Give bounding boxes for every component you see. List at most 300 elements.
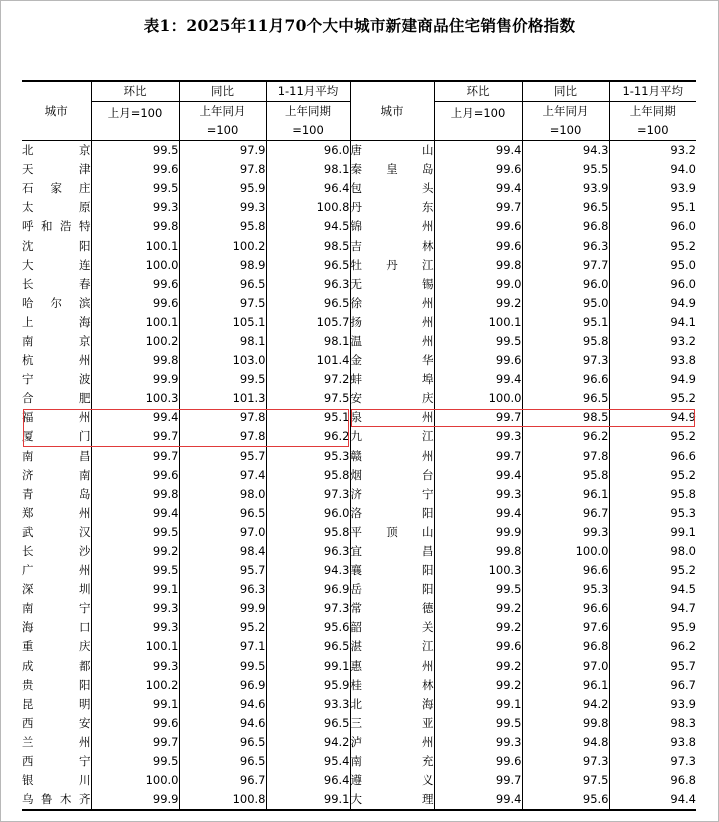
table-row — [22, 523, 696, 542]
left-yoy-cell: 96.5 — [179, 504, 266, 523]
right-mom-cell: 99.6 — [434, 351, 522, 370]
right-city-cell: 韶关 — [350, 618, 434, 637]
left-city-cell: 深圳 — [22, 582, 91, 597]
right-yoy-cell: 100.0 — [522, 542, 609, 561]
left-mom-cell: 99.6 — [91, 275, 179, 294]
left-yoy-cell: 97.8 — [179, 427, 266, 446]
header-yoy-left: 同比 — [179, 81, 266, 102]
left-city-cell: 成都 — [22, 658, 91, 673]
right-mom-cell: 99.7 — [434, 408, 522, 427]
right-yoy-cell: 96.8 — [522, 637, 609, 656]
header-mom-right: 环比 — [434, 81, 522, 102]
table-row — [22, 771, 696, 790]
right-avg-cell: 94.5 — [609, 580, 696, 599]
left-city-cell: 宁波 — [22, 372, 91, 387]
right-avg-cell: 95.9 — [609, 618, 696, 637]
table-row — [22, 485, 696, 504]
right-yoy-cell: 94.8 — [522, 733, 609, 752]
left-mom-cell: 99.6 — [91, 160, 179, 179]
avg-base-line-1: 上年同期 — [629, 104, 676, 118]
right-yoy-cell: 95.5 — [522, 160, 609, 179]
header-avg-base-right — [609, 102, 696, 141]
right-mom-cell: 99.2 — [434, 676, 522, 695]
table-row — [22, 447, 696, 466]
right-city-cell: 湛江 — [350, 637, 434, 656]
left-avg-cell: 96.4 — [266, 771, 350, 790]
left-yoy-cell: 99.3 — [179, 198, 266, 217]
left-city-cell: 石家庄 — [22, 181, 91, 196]
right-city-cell: 襄阳 — [350, 561, 434, 580]
right-yoy-cell: 98.5 — [522, 408, 609, 427]
right-avg-cell: 93.2 — [609, 141, 696, 161]
right-avg-cell: 96.0 — [609, 217, 696, 236]
left-city-cell: 大连 — [22, 257, 91, 272]
right-city-cell: 北海 — [350, 695, 434, 714]
right-avg-cell: 96.6 — [609, 447, 696, 466]
table-row — [22, 637, 696, 656]
left-mom-cell: 100.2 — [91, 676, 179, 695]
right-yoy-cell: 95.8 — [522, 332, 609, 351]
left-city-cell: 青岛 — [22, 486, 91, 501]
right-city-cell: 金华 — [350, 351, 434, 370]
right-mom-cell: 99.7 — [434, 447, 522, 466]
right-city-cell: 唐山 — [350, 141, 434, 161]
mom-base-text: 上月=100 — [450, 106, 506, 120]
right-avg-cell: 95.2 — [609, 466, 696, 485]
left-avg-cell: 105.7 — [266, 313, 350, 332]
left-avg-cell: 97.2 — [266, 370, 350, 389]
left-avg-cell: 95.8 — [266, 523, 350, 542]
right-mom-cell: 99.2 — [434, 618, 522, 637]
right-avg-cell: 96.7 — [609, 676, 696, 695]
left-yoy-cell: 98.1 — [179, 332, 266, 351]
table-row — [22, 790, 696, 810]
right-mom-cell: 99.4 — [434, 141, 522, 161]
left-city-cell: 长沙 — [22, 544, 91, 559]
table-row — [22, 275, 696, 294]
left-avg-cell: 96.5 — [266, 256, 350, 275]
left-yoy-cell: 101.3 — [179, 389, 266, 408]
right-mom-cell: 99.5 — [434, 714, 522, 733]
left-avg-cell: 98.1 — [266, 332, 350, 351]
left-city-cell: 沈阳 — [22, 238, 91, 253]
left-avg-cell: 95.4 — [266, 752, 350, 771]
right-mom-cell: 99.6 — [434, 637, 522, 656]
table-row — [22, 313, 696, 332]
right-avg-cell: 95.8 — [609, 485, 696, 504]
right-city-cell: 锦州 — [350, 217, 434, 236]
left-avg-cell: 98.5 — [266, 236, 350, 255]
header-avg-base-left — [266, 102, 350, 141]
left-yoy-cell: 103.0 — [179, 351, 266, 370]
avg-base-line-2: =100 — [292, 123, 324, 137]
right-city-cell: 赣州 — [350, 447, 434, 466]
left-city-cell: 西安 — [22, 715, 91, 730]
right-avg-cell: 94.1 — [609, 313, 696, 332]
right-avg-cell: 95.7 — [609, 657, 696, 676]
right-city-cell: 平顶山 — [350, 523, 434, 542]
left-avg-cell: 95.8 — [266, 466, 350, 485]
yoy-base-line-2: =100 — [206, 123, 239, 137]
left-avg-cell: 97.3 — [266, 599, 350, 618]
left-city-cell: 长春 — [22, 276, 91, 291]
table-row — [22, 198, 696, 217]
left-yoy-cell: 95.2 — [179, 618, 266, 637]
right-avg-cell: 96.0 — [609, 275, 696, 294]
right-city-cell: 遵义 — [350, 771, 434, 790]
left-mom-cell: 99.3 — [91, 657, 179, 676]
left-yoy-cell: 97.1 — [179, 637, 266, 656]
right-mom-cell: 99.5 — [434, 580, 522, 599]
table-row — [22, 179, 696, 198]
left-yoy-cell: 98.4 — [179, 542, 266, 561]
left-yoy-cell: 94.6 — [179, 714, 266, 733]
right-mom-cell: 99.0 — [434, 275, 522, 294]
left-mom-cell: 99.4 — [91, 408, 179, 427]
right-mom-cell: 99.3 — [434, 733, 522, 752]
header-mom-left: 环比 — [91, 81, 179, 102]
right-avg-cell: 95.0 — [609, 256, 696, 275]
header-yoy-right: 同比 — [522, 81, 609, 102]
left-yoy-cell: 98.0 — [179, 485, 266, 504]
left-mom-cell: 99.9 — [91, 370, 179, 389]
table-row — [22, 217, 696, 236]
right-city-cell: 吉林 — [350, 236, 434, 255]
right-mom-cell: 100.0 — [434, 389, 522, 408]
left-yoy-cell: 99.5 — [179, 370, 266, 389]
left-yoy-cell: 98.9 — [179, 256, 266, 275]
right-city-cell: 泉州 — [350, 408, 434, 427]
right-yoy-cell: 94.2 — [522, 695, 609, 714]
right-mom-cell: 99.6 — [434, 217, 522, 236]
left-yoy-cell: 96.5 — [179, 275, 266, 294]
left-yoy-cell: 96.7 — [179, 771, 266, 790]
left-avg-cell: 96.0 — [266, 504, 350, 523]
left-mom-cell: 100.0 — [91, 771, 179, 790]
right-yoy-cell: 97.0 — [522, 657, 609, 676]
left-mom-cell: 99.8 — [91, 351, 179, 370]
right-mom-cell: 99.6 — [434, 752, 522, 771]
right-city-cell: 包头 — [350, 179, 434, 198]
left-yoy-cell: 96.3 — [179, 580, 266, 599]
right-avg-cell: 95.2 — [609, 236, 696, 255]
left-mom-cell: 100.1 — [91, 313, 179, 332]
right-yoy-cell: 96.8 — [522, 217, 609, 236]
left-mom-cell: 99.1 — [91, 695, 179, 714]
left-avg-cell: 99.1 — [266, 790, 350, 810]
left-yoy-cell: 105.1 — [179, 313, 266, 332]
left-mom-cell: 99.3 — [91, 618, 179, 637]
right-mom-cell: 99.8 — [434, 542, 522, 561]
right-avg-cell: 94.0 — [609, 160, 696, 179]
right-city-cell: 泸州 — [350, 733, 434, 752]
left-city-cell: 广州 — [22, 563, 91, 578]
right-avg-cell: 95.1 — [609, 198, 696, 217]
right-yoy-cell: 95.3 — [522, 580, 609, 599]
right-city-cell: 三亚 — [350, 714, 434, 733]
left-avg-cell: 97.3 — [266, 485, 350, 504]
left-yoy-cell: 97.0 — [179, 523, 266, 542]
left-avg-cell: 95.3 — [266, 447, 350, 466]
left-city-cell: 海口 — [22, 620, 91, 635]
right-city-cell: 扬州 — [350, 313, 434, 332]
right-city-cell: 无锡 — [350, 275, 434, 294]
right-avg-cell: 95.2 — [609, 561, 696, 580]
yoy-base-line-2: =100 — [549, 123, 582, 137]
right-yoy-cell: 95.1 — [522, 313, 609, 332]
header-row-1 — [22, 81, 696, 102]
right-avg-cell: 94.4 — [609, 790, 696, 810]
table-row — [22, 714, 696, 733]
left-city-cell: 合肥 — [22, 391, 91, 406]
table-row — [22, 580, 696, 599]
right-avg-cell: 98.0 — [609, 542, 696, 561]
table-row — [22, 427, 696, 446]
right-city-cell: 烟台 — [350, 466, 434, 485]
left-avg-cell: 96.4 — [266, 179, 350, 198]
right-city-cell: 岳阳 — [350, 580, 434, 599]
right-avg-cell: 96.2 — [609, 637, 696, 656]
right-mom-cell: 99.4 — [434, 466, 522, 485]
left-avg-cell: 96.5 — [266, 714, 350, 733]
left-mom-cell: 99.7 — [91, 733, 179, 752]
left-city-cell: 杭州 — [22, 353, 91, 368]
avg-base-line-1: 上年同期 — [285, 104, 331, 118]
left-city-cell: 南京 — [22, 333, 91, 348]
right-avg-cell: 94.7 — [609, 599, 696, 618]
left-yoy-cell: 95.8 — [179, 217, 266, 236]
right-mom-cell: 99.4 — [434, 370, 522, 389]
right-city-cell: 宜昌 — [350, 542, 434, 561]
left-city-cell: 兰州 — [22, 734, 91, 749]
left-mom-cell: 99.1 — [91, 580, 179, 599]
left-mom-cell: 99.8 — [91, 485, 179, 504]
price-index-table — [22, 80, 696, 811]
table-row — [22, 657, 696, 676]
table-title: 表1：2025年11月70个大中城市新建商品住宅销售价格指数 — [143, 16, 576, 35]
left-mom-cell: 99.9 — [91, 790, 179, 810]
left-yoy-cell: 95.7 — [179, 561, 266, 580]
left-yoy-cell: 95.9 — [179, 179, 266, 198]
left-avg-cell: 96.5 — [266, 294, 350, 313]
right-avg-cell: 97.3 — [609, 752, 696, 771]
right-mom-cell: 99.4 — [434, 790, 522, 810]
right-yoy-cell: 96.6 — [522, 370, 609, 389]
right-yoy-cell: 95.6 — [522, 790, 609, 810]
left-avg-cell: 95.6 — [266, 618, 350, 637]
header-city-left: 城市 — [22, 81, 91, 141]
left-city-cell: 哈尔滨 — [22, 295, 91, 310]
table-row — [22, 160, 696, 179]
left-mom-cell: 100.0 — [91, 256, 179, 275]
left-city-cell: 昆明 — [22, 696, 91, 711]
left-mom-cell: 99.6 — [91, 714, 179, 733]
left-avg-cell: 96.3 — [266, 275, 350, 294]
right-city-cell: 南充 — [350, 752, 434, 771]
left-yoy-cell: 99.5 — [179, 657, 266, 676]
left-yoy-cell: 97.9 — [179, 141, 266, 161]
right-avg-cell: 94.9 — [609, 408, 696, 427]
right-avg-cell: 93.2 — [609, 332, 696, 351]
header-avg-right: 1-11月平均 — [609, 81, 696, 102]
left-mom-cell: 99.3 — [91, 198, 179, 217]
right-city-cell: 秦皇岛 — [350, 160, 434, 179]
right-city-cell: 牡丹江 — [350, 256, 434, 275]
left-city-cell: 济南 — [22, 467, 91, 482]
left-city-cell: 重庆 — [22, 639, 91, 654]
right-city-cell: 安庆 — [350, 389, 434, 408]
right-city-cell: 温州 — [350, 332, 434, 351]
right-city-cell: 徐州 — [350, 294, 434, 313]
left-city-cell: 福州 — [22, 410, 91, 425]
table-row — [22, 294, 696, 313]
left-mom-cell: 99.7 — [91, 447, 179, 466]
left-avg-cell: 96.3 — [266, 542, 350, 561]
left-mom-cell: 100.1 — [91, 236, 179, 255]
table-row — [22, 332, 696, 351]
right-yoy-cell: 93.9 — [522, 179, 609, 198]
header-yoy-base-left — [179, 102, 266, 141]
left-yoy-cell: 94.6 — [179, 695, 266, 714]
table-row — [22, 370, 696, 389]
right-yoy-cell: 99.3 — [522, 523, 609, 542]
left-avg-cell: 99.1 — [266, 657, 350, 676]
table-row — [22, 695, 696, 714]
right-mom-cell: 99.1 — [434, 695, 522, 714]
left-city-cell: 呼和浩特 — [22, 219, 91, 234]
header-yoy-base-right — [522, 102, 609, 141]
right-yoy-cell: 97.8 — [522, 447, 609, 466]
table-row — [22, 599, 696, 618]
right-city-cell: 常德 — [350, 599, 434, 618]
right-mom-cell: 99.2 — [434, 294, 522, 313]
left-avg-cell: 95.9 — [266, 676, 350, 695]
header-avg-left: 1-11月平均 — [266, 81, 350, 102]
right-yoy-cell: 95.8 — [522, 466, 609, 485]
left-mom-cell: 100.1 — [91, 637, 179, 656]
mom-base-text: 上月=100 — [107, 106, 163, 120]
right-avg-cell: 95.3 — [609, 504, 696, 523]
right-avg-cell: 99.1 — [609, 523, 696, 542]
right-avg-cell: 94.9 — [609, 370, 696, 389]
table-row — [22, 618, 696, 637]
right-yoy-cell: 96.3 — [522, 236, 609, 255]
left-avg-cell: 98.1 — [266, 160, 350, 179]
left-yoy-cell: 100.8 — [179, 790, 266, 810]
right-city-cell: 桂林 — [350, 676, 434, 695]
left-avg-cell: 94.5 — [266, 217, 350, 236]
left-mom-cell: 99.6 — [91, 294, 179, 313]
right-mom-cell: 100.3 — [434, 561, 522, 580]
right-avg-cell: 96.8 — [609, 771, 696, 790]
right-avg-cell: 93.8 — [609, 733, 696, 752]
left-avg-cell: 96.5 — [266, 637, 350, 656]
right-yoy-cell: 96.7 — [522, 504, 609, 523]
left-yoy-cell: 97.4 — [179, 466, 266, 485]
right-mom-cell: 99.4 — [434, 179, 522, 198]
left-mom-cell: 100.2 — [91, 332, 179, 351]
table-row — [22, 676, 696, 695]
left-avg-cell: 93.3 — [266, 695, 350, 714]
left-avg-cell: 101.4 — [266, 351, 350, 370]
left-mom-cell: 99.6 — [91, 466, 179, 485]
right-city-cell: 大理 — [350, 790, 434, 810]
right-mom-cell: 99.6 — [434, 160, 522, 179]
right-yoy-cell: 95.0 — [522, 294, 609, 313]
table-row — [22, 408, 696, 427]
right-mom-cell: 99.8 — [434, 256, 522, 275]
table-row — [22, 504, 696, 523]
left-yoy-cell: 96.9 — [179, 676, 266, 695]
right-yoy-cell: 96.6 — [522, 561, 609, 580]
left-city-cell: 厦门 — [22, 429, 91, 444]
right-yoy-cell: 97.6 — [522, 618, 609, 637]
left-mom-cell: 99.5 — [91, 141, 179, 161]
right-mom-cell: 99.6 — [434, 236, 522, 255]
right-avg-cell: 95.2 — [609, 427, 696, 446]
right-city-cell: 丹东 — [350, 198, 434, 217]
left-city-cell: 南昌 — [22, 448, 91, 463]
left-city-cell: 贵阳 — [22, 677, 91, 692]
right-mom-cell: 99.3 — [434, 485, 522, 504]
table-row — [22, 141, 696, 161]
right-yoy-cell: 96.5 — [522, 389, 609, 408]
right-yoy-cell: 94.3 — [522, 141, 609, 161]
right-avg-cell: 93.8 — [609, 351, 696, 370]
left-city-cell: 乌鲁木齐 — [22, 790, 91, 810]
table-body — [22, 141, 696, 811]
left-mom-cell: 99.5 — [91, 561, 179, 580]
avg-base-line-2: =100 — [636, 123, 669, 137]
right-yoy-cell: 96.5 — [522, 198, 609, 217]
left-mom-cell: 99.7 — [91, 427, 179, 446]
left-yoy-cell: 95.7 — [179, 447, 266, 466]
left-yoy-cell: 96.5 — [179, 752, 266, 771]
left-city-cell: 北京 — [22, 143, 91, 158]
right-mom-cell: 99.7 — [434, 771, 522, 790]
left-mom-cell: 99.5 — [91, 523, 179, 542]
table-row — [22, 351, 696, 370]
right-yoy-cell: 99.8 — [522, 714, 609, 733]
left-city-cell: 银川 — [22, 773, 91, 788]
left-avg-cell: 96.2 — [266, 427, 350, 446]
right-yoy-cell: 97.5 — [522, 771, 609, 790]
left-yoy-cell: 100.2 — [179, 236, 266, 255]
right-avg-cell: 95.2 — [609, 389, 696, 408]
left-avg-cell: 97.5 — [266, 389, 350, 408]
right-avg-cell: 94.9 — [609, 294, 696, 313]
left-city-cell: 太原 — [22, 200, 91, 215]
yoy-base-line-1: 上年同月 — [199, 104, 246, 118]
left-avg-cell: 94.3 — [266, 561, 350, 580]
left-mom-cell: 99.5 — [91, 179, 179, 198]
right-avg-cell: 98.3 — [609, 714, 696, 733]
right-mom-cell: 99.9 — [434, 523, 522, 542]
left-city-cell: 武汉 — [22, 524, 91, 539]
right-city-cell: 济宁 — [350, 485, 434, 504]
left-mom-cell: 99.5 — [91, 752, 179, 771]
table-row — [22, 752, 696, 771]
yoy-base-line-1: 上年同月 — [542, 104, 589, 118]
right-city-cell: 惠州 — [350, 657, 434, 676]
header-mom-base-right — [434, 102, 522, 141]
left-mom-cell: 99.2 — [91, 542, 179, 561]
left-mom-cell: 100.3 — [91, 389, 179, 408]
left-mom-cell: 99.8 — [91, 217, 179, 236]
left-avg-cell: 95.1 — [266, 408, 350, 427]
left-city-cell: 天津 — [22, 162, 91, 177]
left-avg-cell: 96.0 — [266, 141, 350, 161]
